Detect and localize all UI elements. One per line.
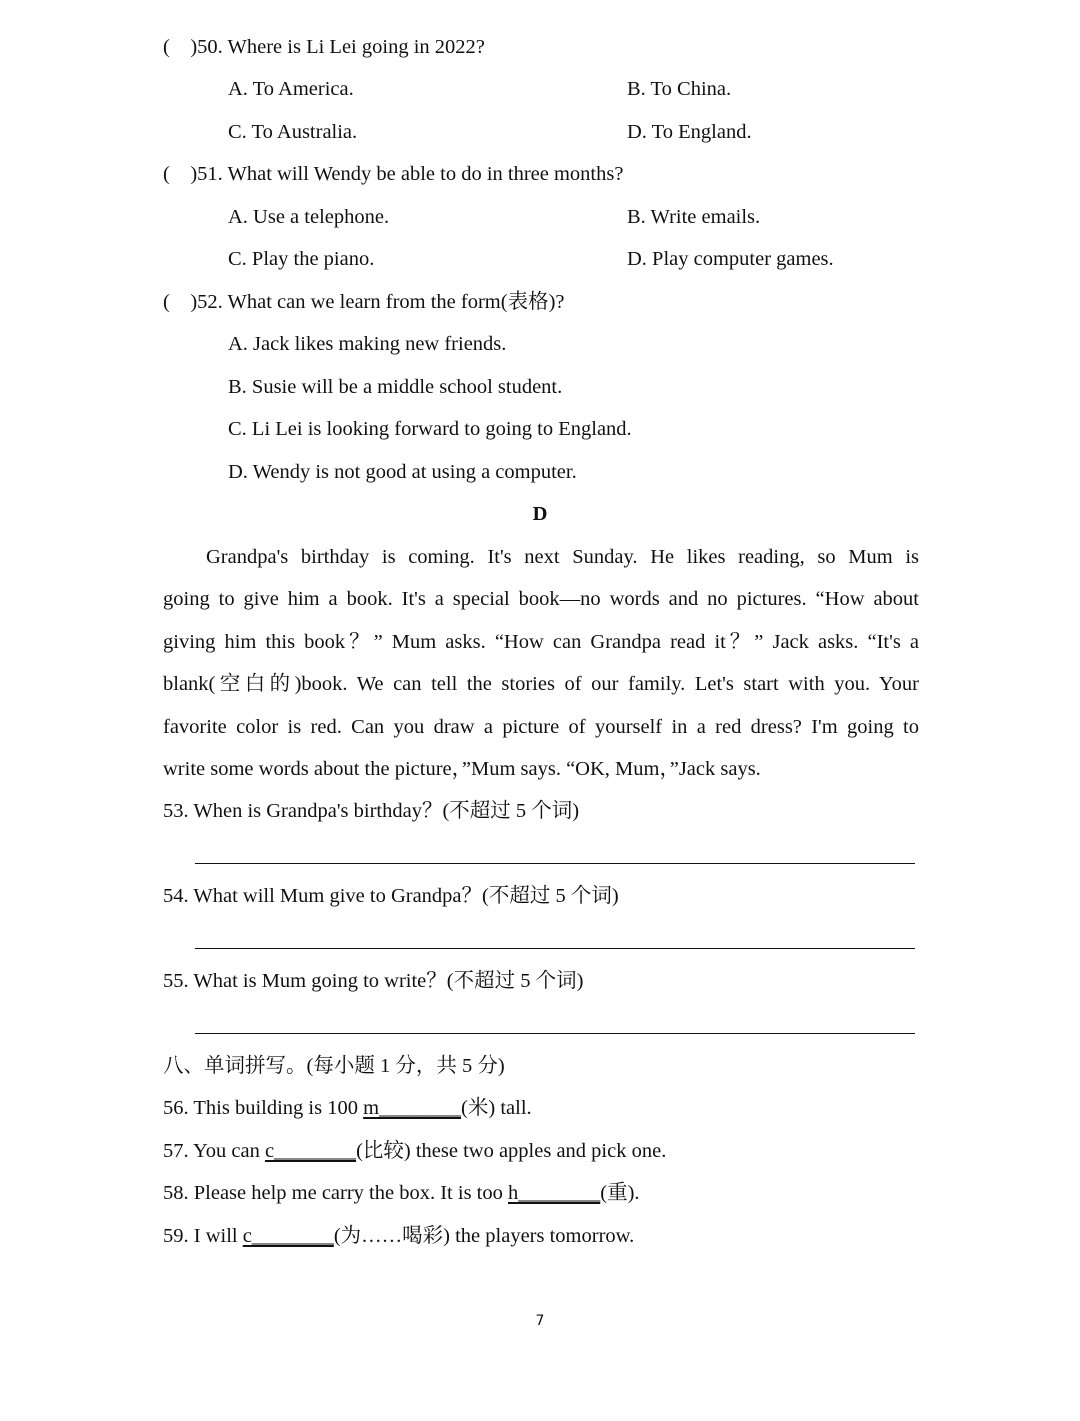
option-d: D. To England. [627,121,752,143]
passage-line: favorite color is red. Can you draw a picture of yourself in a red dress? I'm going to [163,716,919,738]
fill-blank[interactable]: h________ [508,1182,601,1204]
question-51 [163,161,623,187]
answer-line-55[interactable] [195,1033,915,1034]
passage-line: going to give him a book. It's a special book—no words and no pictures. “How about [163,588,919,610]
answer-line-53[interactable] [195,863,915,864]
question-54: 54. What will Mum give to Grandpa？(不超过 5 个词) [163,885,619,907]
passage-heading: D [532,503,548,525]
spelling-item-56: 56. This building is 100 m________(米) tall. [163,1097,532,1119]
passage-line: giving him this book？” Mum asks. “How can Grandpa read it？” Jack asks. “It's a [163,631,919,653]
option-a: A. Jack likes making new friends. [228,333,507,355]
fill-blank[interactable]: c________ [264,1140,357,1162]
page-number: 7 [535,1313,545,1329]
spelling-item-59: 59. I will c________(为……喝彩) the players tomorrow. [163,1225,635,1247]
option-a: A. Use a telephone. [228,206,390,228]
option-c: C. Li Lei is looking forward to going to England. [228,418,632,440]
fill-blank[interactable]: m________ [363,1097,462,1119]
answer-line-54[interactable] [195,948,915,949]
option-c: C. Play the piano. [228,248,375,270]
answer-bracket[interactable]: ( ) [163,291,198,313]
answer-bracket[interactable]: ( ) [163,36,198,58]
fill-blank[interactable]: c________ [242,1225,334,1247]
option-d: D. Play computer games. [627,248,834,270]
spelling-item-58: 58. Please help me carry the box. It is too h________(重). [163,1182,640,1204]
question-50 [163,34,485,60]
question-text: 50. Where is Li Lei going in 2022? [197,36,485,58]
answer-bracket[interactable]: ( ) [163,163,198,185]
option-c: C. To Australia. [228,121,358,143]
question-text: 51. What will Wendy be able to do in three months? [197,163,624,185]
spelling-item-57: 57. You can c________(比较) these two apples and pick one. [163,1140,667,1162]
option-b: B. To China. [627,78,732,100]
question-55: 55. What is Mum going to write？(不超过 5 个词) [163,970,584,992]
question-52 [163,289,565,315]
passage-line: Grandpa's birthday is coming. It's next Sunday. He likes reading, so Mum is [206,546,919,568]
option-a: A. To America. [228,78,354,100]
passage-line: blank(空白的)book. We can tell the stories of our family. Let's start with you. Your [163,673,919,695]
option-b: B. Write emails. [627,206,761,228]
question-text: 52. What can we learn from the form(表格)? [197,291,565,313]
section-title: 八、单词拼写。(每小题 1 分，共 5 分) [163,1055,505,1077]
option-d: D. Wendy is not good at using a computer. [228,461,577,483]
passage-line: write some words about the picture，”Mum says. “OK, Mum，”Jack says. [163,758,761,780]
question-53: 53. When is Grandpa's birthday？(不超过 5 个词) [163,800,580,822]
option-b: B. Susie will be a middle school student. [228,376,563,398]
